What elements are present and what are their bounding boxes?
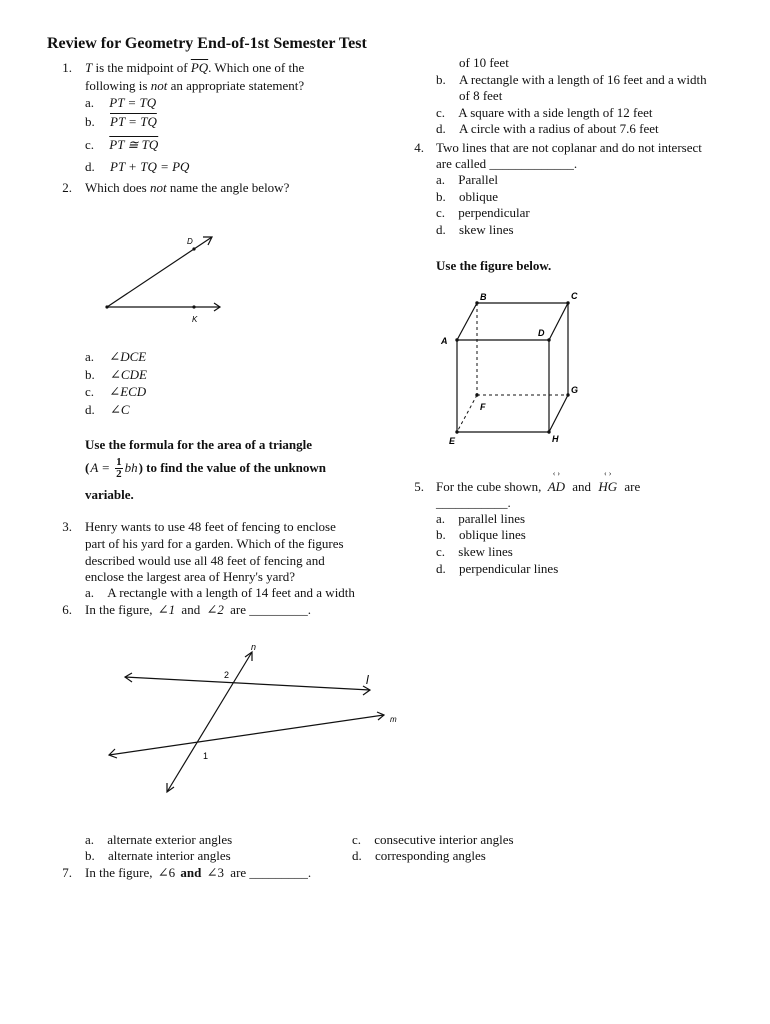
- q3-line-2: part of his yard for a garden. Which of the figures: [85, 536, 344, 551]
- q2-option-c[interactable]: [85, 384, 146, 401]
- option-text: PT = TQ: [110, 114, 157, 129]
- transversal-figure: [100, 640, 410, 800]
- label-n: n: [251, 642, 257, 652]
- q5-text-1: For the cube shown,: [436, 479, 542, 494]
- line-l: [125, 677, 370, 690]
- line-n: [167, 652, 252, 792]
- line-n-arrow-top: [245, 652, 252, 661]
- option-text: perpendicular lines: [459, 561, 559, 576]
- option-letter: a.: [436, 172, 446, 187]
- q7-and: and: [180, 865, 202, 880]
- q5-line-ad: [547, 469, 566, 496]
- option-letter: a.: [85, 832, 95, 847]
- q7-text-2: are _________.: [230, 865, 312, 880]
- option-letter: c.: [85, 137, 95, 152]
- q2-option-a[interactable]: [85, 349, 146, 366]
- label-e: E: [449, 436, 456, 446]
- q6-and: and: [181, 602, 201, 617]
- q7-text: [85, 865, 311, 882]
- fraction-numerator: 1: [116, 455, 122, 468]
- q4-option-b[interactable]: [436, 189, 498, 206]
- q6-option-c[interactable]: [352, 832, 514, 849]
- q3-option-a-continued: of 10 feet: [459, 55, 509, 70]
- question-6-number: 6.: [62, 602, 72, 617]
- label-angle-1: 1: [203, 751, 209, 761]
- formula-instruction-line-3: variable.: [85, 487, 134, 502]
- option-letter: c.: [436, 205, 446, 220]
- vertex-a: [455, 338, 458, 341]
- q5-line-1: [436, 469, 641, 496]
- q1-option-a[interactable]: [85, 95, 156, 112]
- option-letter: c.: [436, 105, 446, 120]
- label-g: G: [571, 385, 579, 395]
- option-text: skew lines: [459, 222, 514, 237]
- q1-option-b[interactable]: [85, 114, 157, 131]
- q4-option-d[interactable]: [436, 222, 514, 239]
- question-1-number: 1.: [62, 60, 72, 75]
- q5-are: are: [624, 479, 641, 494]
- vertex-h: [547, 430, 550, 433]
- label-d: D: [538, 328, 545, 338]
- option-value: C: [120, 402, 130, 417]
- q7-text-1: In the figure,: [85, 865, 153, 880]
- label-f: F: [480, 402, 486, 412]
- question-7-number: 7.: [62, 865, 72, 880]
- angle-number: 1: [168, 602, 176, 617]
- q6-text-2: are _________.: [230, 602, 311, 617]
- option-text: consecutive interior angles: [374, 832, 514, 847]
- option-text: A circle with a radius of about 7.6 feet: [459, 121, 659, 136]
- formula-open-paren: (: [85, 459, 90, 475]
- option-text: PT ≅ TQ: [109, 137, 159, 152]
- option-letter: d.: [436, 121, 446, 136]
- formula-instruction-line-1: Use the formula for the area of a triangle: [85, 437, 312, 452]
- q5-hg: HG: [598, 479, 618, 494]
- label-d: D: [187, 237, 193, 246]
- q1-option-c[interactable]: [85, 137, 158, 154]
- question-2-number: 2.: [62, 180, 72, 195]
- option-letter: b.: [436, 189, 446, 204]
- option-letter: d.: [436, 561, 446, 576]
- option-letter: a.: [436, 511, 446, 526]
- q2-text-1: Which does: [85, 180, 147, 195]
- question-5-number: 5.: [414, 479, 424, 494]
- option-letter: c.: [352, 832, 362, 847]
- q5-and: and: [572, 479, 592, 494]
- q3-option-b-continued: of 8 feet: [459, 88, 503, 103]
- hidden-edge-fe: [457, 395, 477, 432]
- option-text: perpendicular: [458, 205, 530, 220]
- option-letter: a.: [85, 349, 95, 364]
- q5-option-d[interactable]: [436, 561, 558, 578]
- q3-line-4: enclose the largest area of Henry's yard?: [85, 569, 296, 584]
- question-3-number: 3.: [62, 519, 72, 534]
- question-1-line-2: [85, 78, 304, 95]
- label-a: A: [441, 336, 448, 346]
- label-c: C: [571, 291, 578, 301]
- label-angle-2: 2: [224, 670, 230, 680]
- formula-area-symbol: A =: [90, 459, 111, 475]
- ray-cd: [107, 237, 212, 307]
- q2-text-2: name the angle below?: [169, 180, 290, 195]
- option-text: corresponding angles: [375, 848, 486, 863]
- option-text: oblique: [459, 189, 498, 204]
- option-text: [109, 384, 146, 399]
- q3-option-c[interactable]: [436, 105, 653, 122]
- option-letter: d.: [352, 848, 362, 863]
- vertex-d: [547, 338, 550, 341]
- angle-number: 2: [217, 602, 224, 617]
- angle-number: 3: [217, 865, 225, 880]
- q4-line-1: Two lines that are not coplanar and do not intersect: [436, 140, 702, 155]
- q2-option-d[interactable]: [85, 402, 130, 419]
- option-letter: b.: [85, 367, 95, 382]
- option-text: alternate interior angles: [108, 848, 231, 863]
- option-text: PT + TQ = PQ: [110, 159, 190, 174]
- option-text: oblique lines: [459, 527, 526, 542]
- option-text: Parallel: [458, 172, 498, 187]
- q1-option-d[interactable]: [85, 159, 189, 176]
- q4-line-2: are called _____________.: [436, 156, 578, 171]
- q2-option-b[interactable]: [85, 367, 147, 384]
- q6-text: [85, 602, 311, 619]
- angle-figure: [95, 230, 235, 330]
- point-d: [192, 247, 195, 250]
- q5-blank: ___________.: [436, 495, 511, 510]
- edge-dc: [549, 303, 568, 340]
- option-text: A square with a side length of 12 feet: [458, 105, 653, 120]
- option-text: [109, 349, 146, 364]
- q6-option-b[interactable]: [85, 848, 231, 865]
- option-letter: a.: [85, 585, 95, 600]
- angle-number: 6: [168, 865, 176, 880]
- vertex-g: [566, 393, 569, 396]
- q7-angle-3: [207, 865, 224, 880]
- q3-line-1: Henry wants to use 48 feet of fencing to enclose: [85, 519, 336, 534]
- question-2-text: [85, 180, 289, 197]
- question-1-line-1: [85, 60, 304, 77]
- label-k: K: [192, 315, 198, 324]
- line-l-arrow-right: [363, 686, 370, 695]
- vertex-point: [105, 305, 108, 308]
- point-k: [192, 305, 195, 308]
- vertex-c: [566, 301, 569, 304]
- option-text: [110, 402, 130, 417]
- fraction-denominator: 2: [116, 467, 122, 480]
- q4-option-a[interactable]: [436, 172, 498, 189]
- q3-option-a[interactable]: [85, 585, 355, 602]
- double-arrow-icon: ‹ ›: [552, 469, 561, 478]
- q6-text-1: In the figure,: [85, 602, 153, 617]
- q6-angle-1: [158, 602, 175, 617]
- page-title: Review for Geometry End-of-1st Semester Test: [47, 35, 367, 52]
- option-value: DCE: [120, 349, 147, 364]
- q5-ad: AD: [547, 479, 566, 494]
- option-letter: d.: [436, 222, 446, 237]
- option-letter: c.: [436, 544, 446, 559]
- q1-text-1: is the midpoint of: [95, 60, 188, 75]
- cube-figure: [435, 285, 595, 450]
- q5-option-c[interactable]: [436, 544, 513, 561]
- option-letter: b.: [85, 114, 95, 129]
- option-text: A rectangle with a length of 14 feet and a width: [107, 585, 355, 600]
- option-value: ECD: [120, 384, 147, 399]
- edge-ab: [457, 303, 477, 340]
- q7-angle-6: [158, 865, 175, 880]
- q5-option-a[interactable]: [436, 511, 525, 528]
- option-text: PT = TQ: [109, 95, 157, 110]
- q1-text-3: following is: [85, 78, 148, 93]
- vertex-b: [475, 301, 478, 304]
- option-letter: d.: [85, 159, 95, 174]
- question-4-number: 4.: [414, 140, 424, 155]
- q1-text-4: an appropriate statement?: [170, 78, 305, 93]
- line-m: [109, 715, 384, 755]
- q6-option-d[interactable]: [352, 848, 486, 865]
- option-text: alternate exterior angles: [107, 832, 233, 847]
- option-text: parallel lines: [458, 511, 526, 526]
- q1-t-variable: T: [85, 60, 93, 75]
- double-arrow-icon: ‹ ›: [604, 469, 612, 478]
- label-m: m: [390, 715, 397, 724]
- q5-line-hg: [598, 469, 618, 496]
- option-letter: b.: [436, 72, 446, 87]
- option-letter: c.: [85, 384, 95, 399]
- option-letter: a.: [85, 95, 95, 110]
- vertex-f: [475, 393, 478, 396]
- formula-close-text: ) to find the value of the unknown: [138, 459, 327, 475]
- q6-angle-2: [206, 602, 223, 617]
- q3-option-d[interactable]: [436, 121, 659, 138]
- formula-bh: bh: [124, 459, 138, 475]
- option-letter: b.: [436, 527, 446, 542]
- option-text: [110, 367, 147, 382]
- q1-segment-pq: $\overline{PQ}$: [190, 60, 209, 75]
- q2-not: not: [149, 180, 167, 195]
- formula-instruction-line-2: [85, 455, 326, 481]
- edge-hg: [549, 395, 568, 432]
- q1-not: not: [150, 78, 168, 93]
- q6-option-a[interactable]: [85, 832, 232, 849]
- option-letter: d.: [85, 402, 95, 417]
- vertex-e: [455, 430, 458, 433]
- option-letter: b.: [85, 848, 95, 863]
- label-b: B: [480, 292, 487, 302]
- cube-heading: Use the figure below.: [436, 258, 552, 273]
- q5-option-b[interactable]: [436, 527, 526, 544]
- line-n-arrow-bottom: [167, 783, 174, 792]
- option-text: skew lines: [458, 544, 513, 559]
- q4-option-c[interactable]: [436, 205, 530, 222]
- q3-line-3: described would use all 48 feet of fencing and: [85, 553, 325, 568]
- q1-text-2: . Which one of the: [208, 60, 305, 75]
- option-text: A rectangle with a length of 16 feet and a width: [459, 72, 707, 87]
- q3-option-b[interactable]: [436, 72, 707, 89]
- option-value: CDE: [120, 367, 147, 382]
- formula-fraction: [115, 457, 123, 480]
- label-l: l: [366, 673, 369, 687]
- label-h: H: [552, 434, 559, 444]
